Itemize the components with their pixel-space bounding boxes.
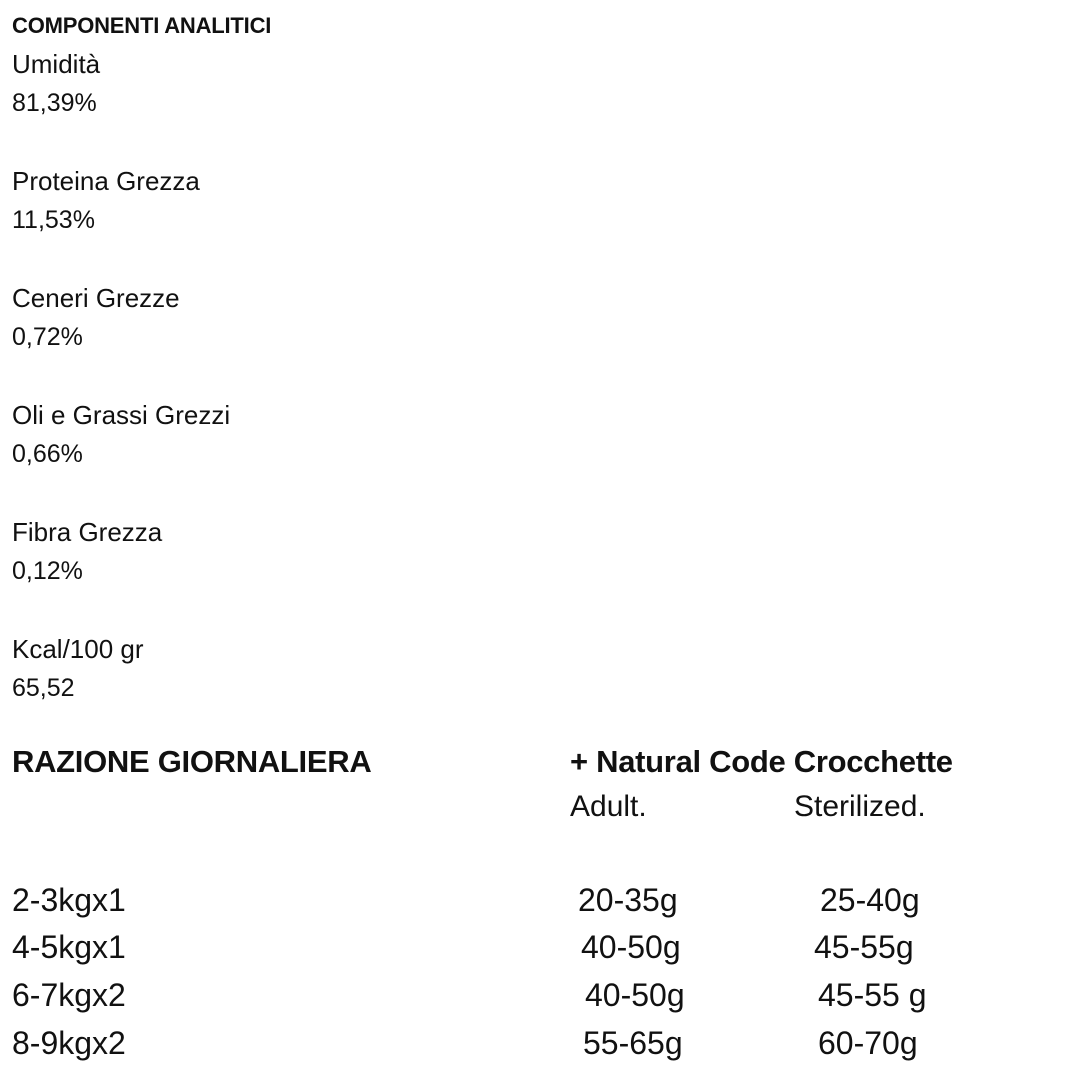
ration-sterilized: 45-55 g bbox=[818, 977, 927, 1013]
ration-weight: 6-7kgx2 bbox=[12, 977, 126, 1013]
analytics-value-fibra: 0,12% bbox=[12, 557, 83, 585]
ration-weight: 2-3kgx1 bbox=[12, 882, 126, 918]
ration-weight: 8-9kgx2 bbox=[12, 1025, 126, 1061]
analytics-label-proteina: Proteina Grezza bbox=[12, 166, 200, 196]
ration-adult: 20-35g bbox=[578, 882, 678, 918]
ration-combo-title: + Natural Code Crocchette bbox=[570, 744, 953, 779]
analytics-value-oli: 0,66% bbox=[12, 440, 83, 468]
ration-adult: 55-65g bbox=[583, 1025, 683, 1061]
ration-title: RAZIONE GIORNALIERA bbox=[12, 744, 372, 779]
analytics-label-fibra: Fibra Grezza bbox=[12, 517, 163, 547]
ration-adult: 40-50g bbox=[581, 929, 681, 965]
analytics-value-ceneri: 0,72% bbox=[12, 323, 83, 351]
ration-sterilized: 25-40g bbox=[820, 882, 920, 918]
column-header-sterilized: Sterilized. bbox=[794, 790, 926, 823]
ration-sterilized: 45-55g bbox=[814, 929, 914, 965]
column-header-adult: Adult. bbox=[570, 790, 647, 823]
ration-sterilized: 60-70g bbox=[818, 1025, 918, 1061]
analytics-value-umidita: 81,39% bbox=[12, 89, 97, 117]
analytics-label-ceneri: Ceneri Grezze bbox=[12, 283, 180, 313]
analytics-value-proteina: 11,53% bbox=[12, 206, 95, 234]
ration-weight: 4-5kgx1 bbox=[12, 929, 126, 965]
analytics-title: COMPONENTI ANALITICI bbox=[12, 13, 272, 38]
ration-adult: 40-50g bbox=[585, 977, 685, 1013]
analytics-label-oli: Oli e Grassi Grezzi bbox=[12, 400, 231, 430]
analytics-label-umidita: Umidità bbox=[12, 49, 101, 79]
analytics-label-kcal: Kcal/100 gr bbox=[12, 634, 144, 664]
analytics-value-kcal: 65,52 bbox=[12, 674, 75, 702]
